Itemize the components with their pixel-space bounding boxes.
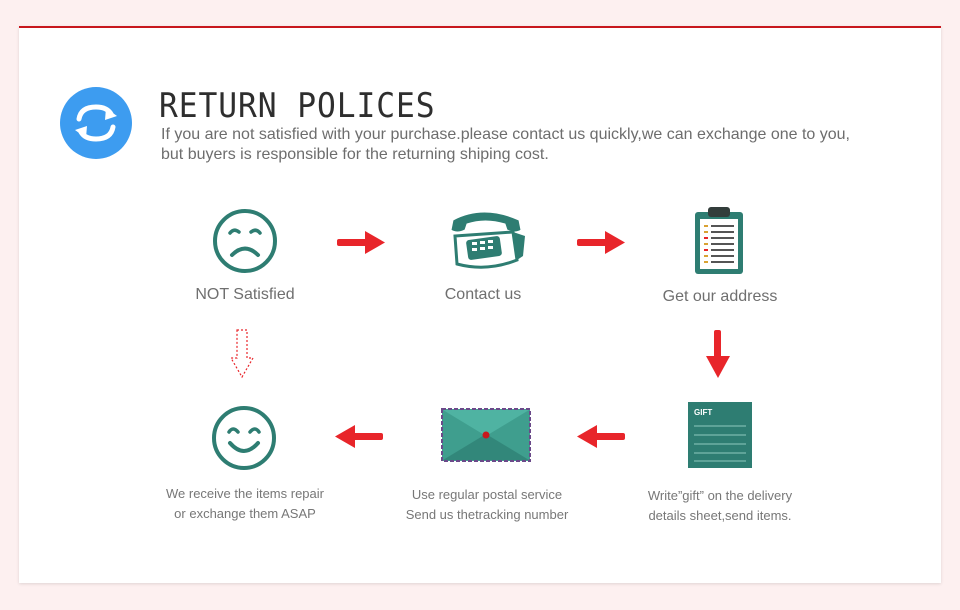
envelope-icon: [441, 408, 531, 462]
gift-sheet-text: GIFT: [694, 408, 713, 417]
clipboard-icon: [694, 206, 744, 276]
postal-line-1: Use regular postal service: [411, 487, 563, 502]
received-line-1: We receive the items repair: [166, 486, 324, 501]
step-received-text: [155, 484, 335, 524]
step-write-gift-text: [624, 486, 816, 526]
arrow-down-icon: [705, 328, 731, 380]
received-line-2: or exchange them ASAP: [174, 506, 316, 521]
telephone-icon: [443, 208, 527, 272]
return-policy-card: [19, 26, 941, 583]
step-get-address-label: Get our address: [662, 288, 778, 305]
policy-description: [161, 125, 921, 165]
refresh-icon: [59, 86, 133, 160]
happy-face-icon: [211, 405, 277, 471]
sad-face-icon: [212, 208, 278, 274]
write-gift-line-1: Write”gift” on the delivery: [647, 488, 793, 503]
arrow-left-icon: [333, 424, 385, 448]
write-gift-line-2: details sheet,send items.: [648, 508, 792, 523]
step-postal-text: [389, 485, 585, 525]
description-line-1: If you are not satisfied with your purchase.please contact us quickly,we can exchange one to you,: [161, 126, 850, 143]
page-title: RETURN POLICES: [159, 86, 436, 126]
arrow-left-icon: [575, 424, 627, 448]
gift-sheet-icon: [688, 402, 752, 468]
description-line-2: but buyers is responsible for the returning shiping cost.: [161, 146, 549, 163]
step-contact-us-label: Contact us: [444, 286, 522, 303]
dotted-arrow-down-icon: [229, 328, 255, 380]
arrow-right-icon: [575, 230, 627, 254]
arrow-right-icon: [335, 230, 387, 254]
step-not-satisfied-label: NOT Satisfied: [195, 286, 295, 303]
postal-line-2: Send us thetracking number: [405, 507, 569, 522]
